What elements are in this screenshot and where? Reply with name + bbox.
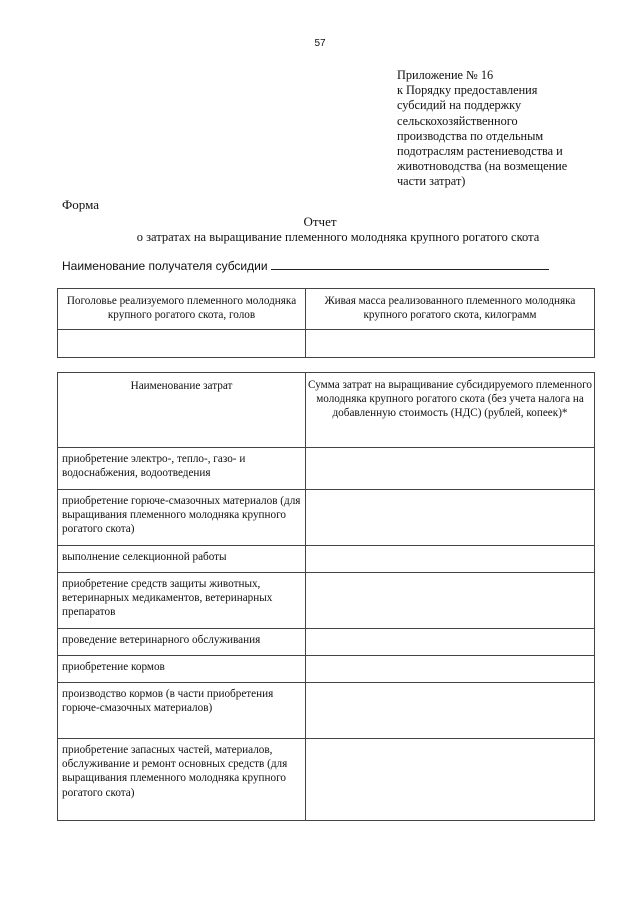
annex-line: подотраслям растениеводства и bbox=[397, 144, 563, 159]
page-number: 57 bbox=[314, 38, 326, 49]
expense-sum-cell[interactable] bbox=[306, 490, 595, 546]
expense-sum-cell[interactable] bbox=[306, 573, 595, 629]
table-header-row bbox=[58, 289, 595, 330]
annex-line: животноводства (на возмещение bbox=[397, 159, 568, 174]
header-cell-expense-sum: Сумма затрат на выращивание субсидируемого племенного молодняка крупного рогатого скота (без учета налога на добавленную стоимость (НДС) (рублей, копеек)* bbox=[306, 373, 595, 448]
annex-line: части затрат) bbox=[397, 174, 466, 189]
recipient-row bbox=[62, 259, 549, 273]
annex-line: субсидий на поддержку bbox=[397, 98, 522, 113]
table-row bbox=[58, 573, 595, 629]
head-count-cell[interactable] bbox=[58, 330, 306, 358]
annex-line: сельскохозяйственного bbox=[397, 113, 518, 128]
table-row bbox=[58, 739, 595, 821]
expense-name-cell: приобретение кормов bbox=[58, 656, 306, 683]
table-header-row bbox=[58, 373, 595, 448]
expense-name-cell: приобретение электро-, тепло-, газо- и водоснабжения, водоотведения bbox=[58, 448, 306, 490]
table-row bbox=[58, 546, 595, 573]
table-row bbox=[58, 683, 595, 739]
report-title: Отчет bbox=[303, 214, 337, 229]
table-row bbox=[58, 448, 595, 490]
table-row bbox=[58, 490, 595, 546]
expenses-table bbox=[57, 372, 595, 821]
expense-name-cell: приобретение горюче-смазочных материалов (для выращивания племенного молодняка крупного рогатого скота) bbox=[58, 490, 306, 546]
header-cell-expense-name: Наименование затрат bbox=[58, 373, 306, 448]
report-subtitle: о затратах на выращивание племенного молодняка крупного рогатого скота bbox=[136, 230, 540, 244]
expense-sum-cell[interactable] bbox=[306, 739, 595, 821]
expense-sum-cell[interactable] bbox=[306, 448, 595, 490]
livestock-table bbox=[57, 288, 595, 358]
expense-name-cell: выполнение селекционной работы bbox=[58, 546, 306, 573]
recipient-name-field[interactable] bbox=[271, 259, 549, 270]
expense-sum-cell[interactable] bbox=[306, 683, 595, 739]
expense-name-cell: приобретение средств защиты животных, ветеринарных медикаментов, ветеринарных препаратов bbox=[58, 573, 306, 629]
table-row bbox=[58, 656, 595, 683]
expense-sum-cell[interactable] bbox=[306, 629, 595, 656]
header-cell-live-weight: Живая масса реализованного племенного молодняка крупного рогатого скота, килограмм bbox=[306, 289, 595, 330]
recipient-label: Наименование получателя субсидии bbox=[62, 259, 268, 273]
annex-line: к Порядку предоставления bbox=[397, 83, 538, 98]
annex-line: производства по отдельным bbox=[397, 128, 544, 143]
table-row bbox=[58, 330, 595, 358]
expense-name-cell: приобретение запасных частей, материалов, обслуживание и ремонт основных средств (для выращивания племенного молодняка крупного рогатого скота) bbox=[58, 739, 306, 821]
expense-name-cell: производство кормов (в части приобретения горюче-смазочных материалов) bbox=[58, 683, 306, 739]
expense-sum-cell[interactable] bbox=[306, 656, 595, 683]
header-cell-head-count: Поголовье реализуемого племенного молодняка крупного рогатого скота, голов bbox=[58, 289, 306, 330]
form-label: Форма bbox=[62, 197, 99, 212]
annex-line: Приложение № 16 bbox=[397, 68, 494, 82]
annex-header bbox=[397, 68, 612, 190]
table-row bbox=[58, 629, 595, 656]
expense-sum-cell[interactable] bbox=[306, 546, 595, 573]
expense-name-cell: проведение ветеринарного обслуживания bbox=[58, 629, 306, 656]
live-weight-cell[interactable] bbox=[306, 330, 595, 358]
